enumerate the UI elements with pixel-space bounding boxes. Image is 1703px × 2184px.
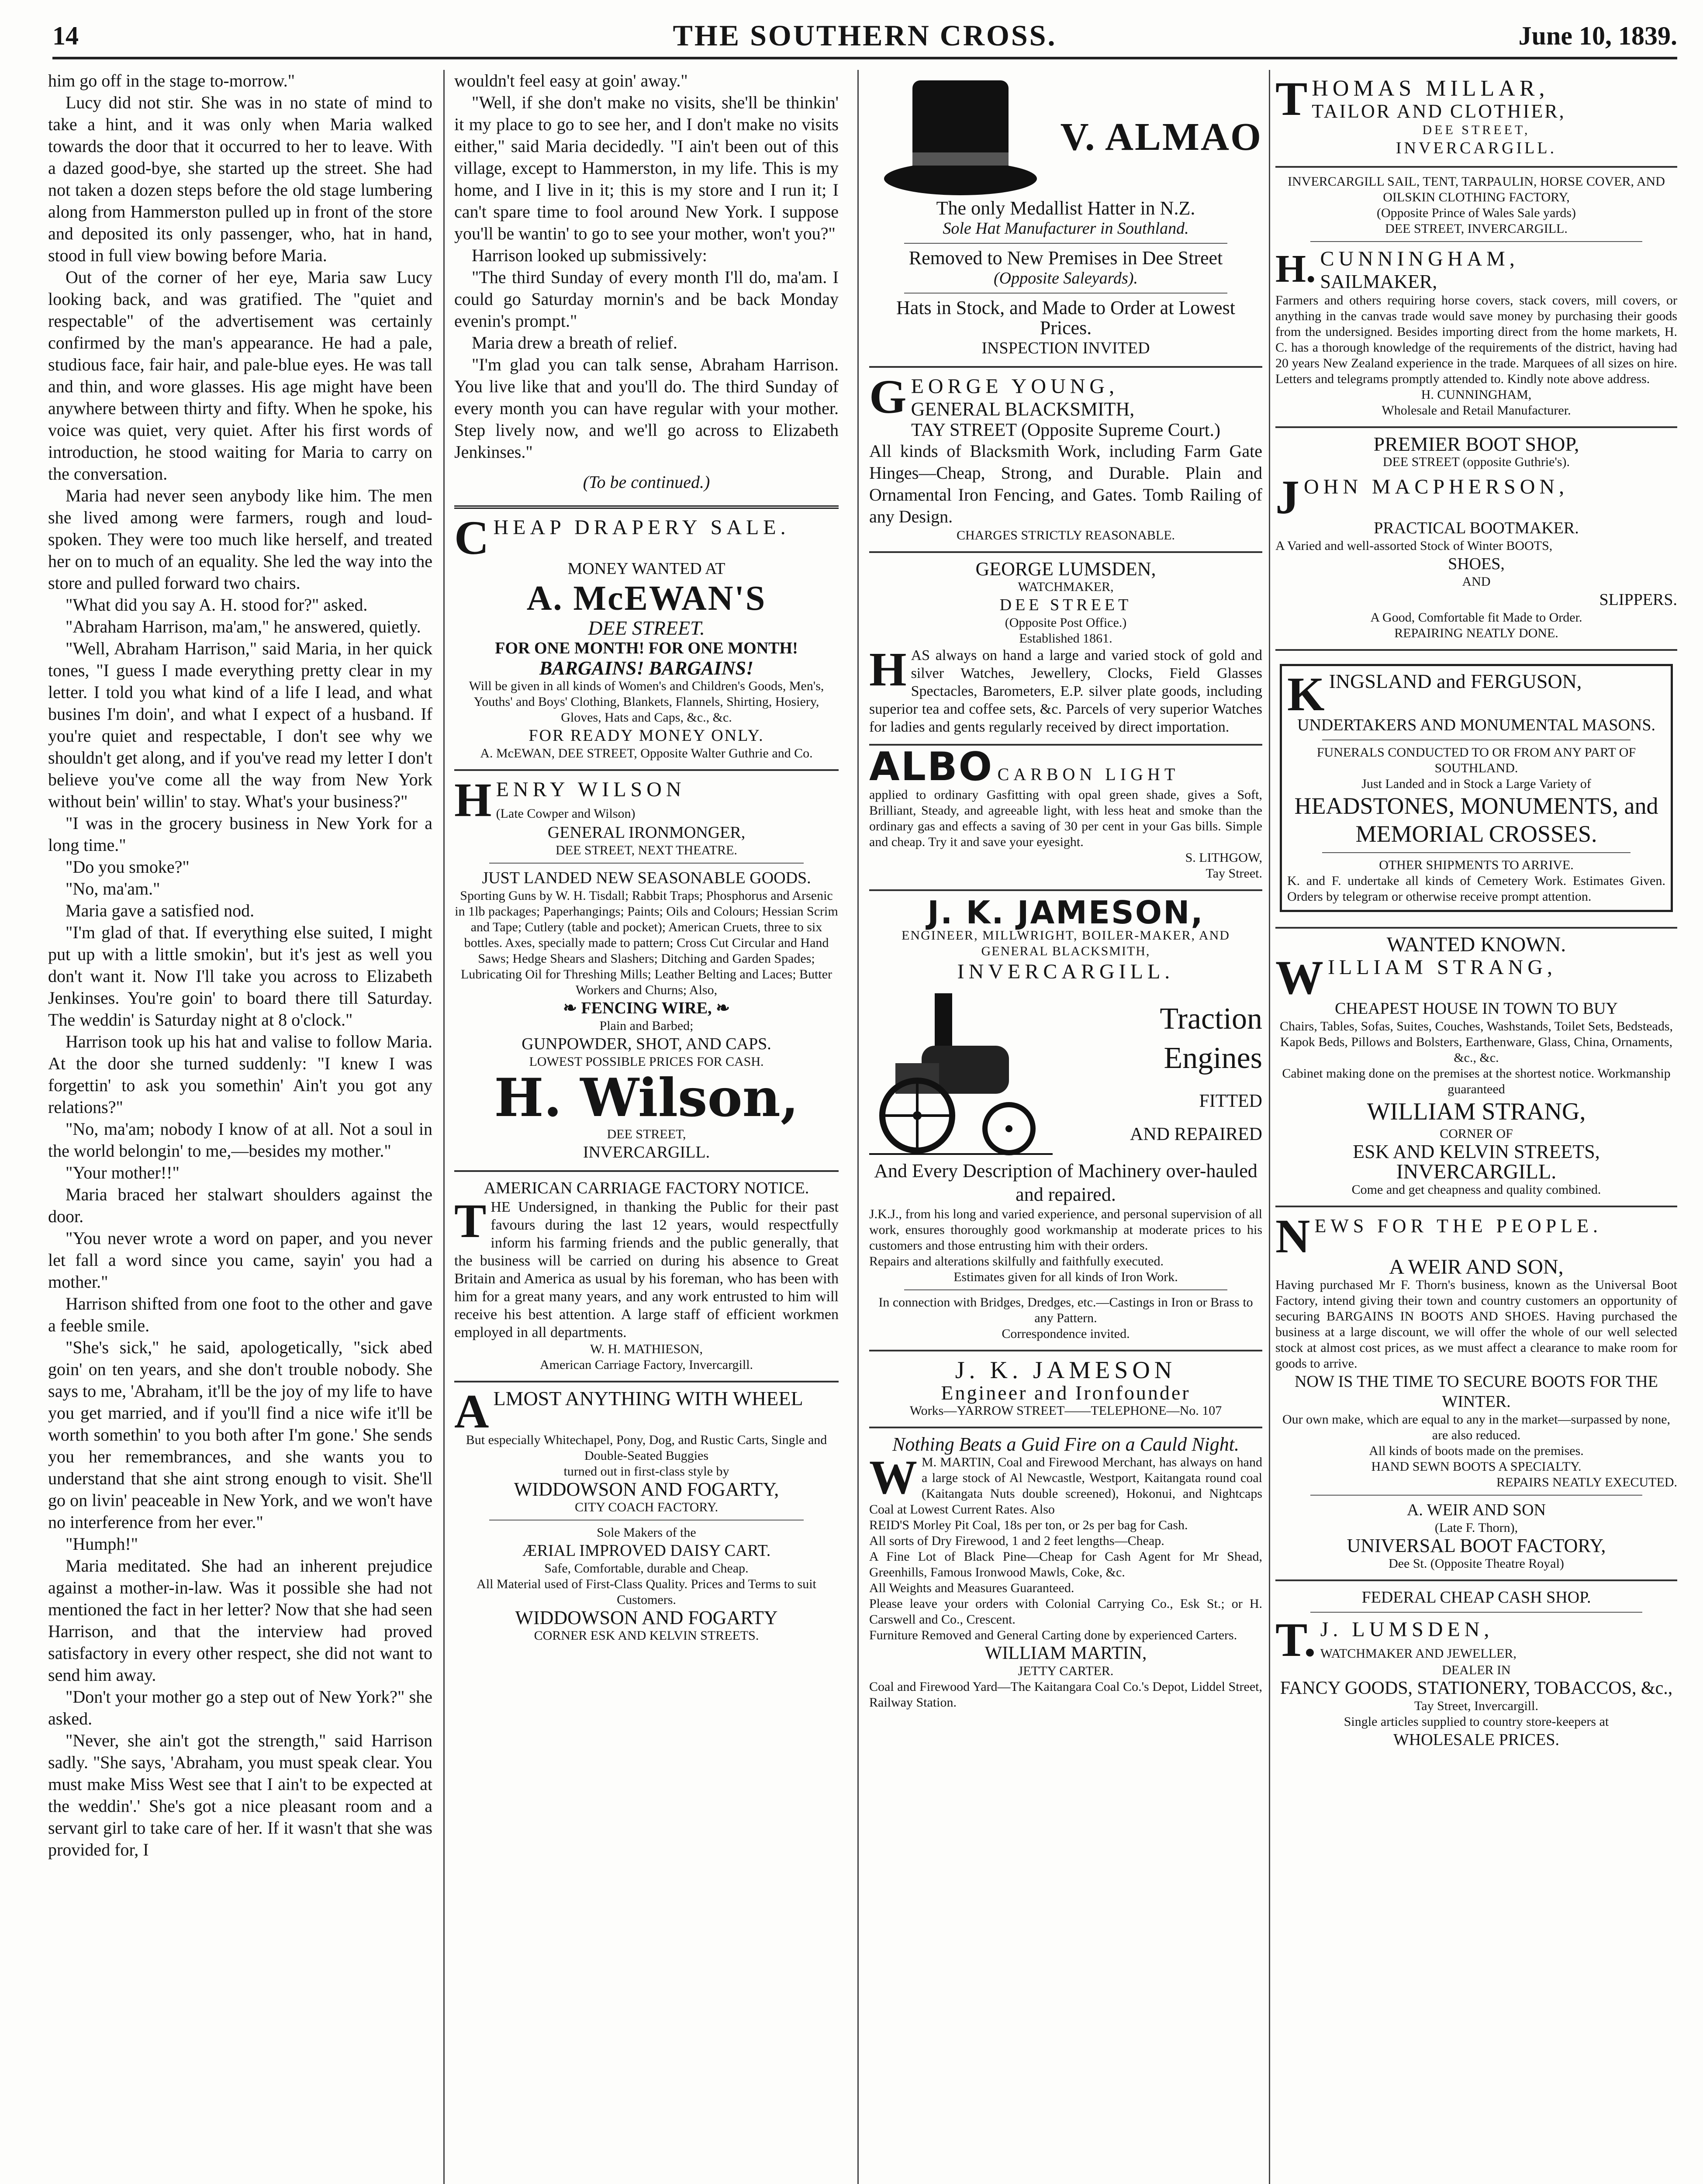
ad-street: DEE STREET, [1422,123,1530,137]
ad-every: And Every Description of Machinery over-hauled and repaired. [874,1160,1257,1205]
ad-signature: W. H. MATHIESON, [590,1342,703,1356]
story-paragraph: "You never wrote a word on paper, and you never let fall a word since you came, sayin' you had a mother." [48,1228,432,1292]
ad-repaired: AND REPAIRED [1130,1124,1262,1144]
ad-estimates: Estimates given for all kinds of Iron Work. [953,1270,1178,1284]
traction-engine-icon [869,985,1053,1159]
ad-tagline: The only Medallist Hatter in N.Z. [936,197,1195,219]
ad-body: applied to ordinary Gasfitting with opal green shade, gives a Soft, Brilliant, Steady, and agreeable light, with less heat and smoke than the ordinary gas and effects a saving of 30 per cent in your Gas bills. Simple and cheap. Try it and save your eyesight. [869,788,1262,849]
ad-hats: Hats in Stock, and Made to Order at Lowest Prices. [896,297,1235,339]
ad-daisy: ÆRIAL IMPROVED DAISY CART. [522,1541,771,1560]
story-paragraph: "No, ma'am; nobody I know of at all. Not a soul in the world belongin' to me,—besides my mother." [48,1119,432,1161]
ad-trade: GENERAL IRONMONGER, [547,823,746,842]
ad-widdowson [454,1382,839,1652]
ad-carriage-factory [454,1172,839,1382]
ad-heading: EORGE YOUNG, [911,375,1119,398]
fencing-text: FENCING WIRE, [581,999,712,1017]
divider [904,1289,1227,1290]
story-paragraph: "She's sick," he said, apologetically, "sick abed goin' on ten years, and she don't trouble nobody. She says to me, 'Abraham, it'll be the joy of my life to have you get married, and if you'll find a nice wife it'll be worth somethin' to you both after I'm gone.' She sends you her remembrances, and she wants you to understand that she aint strong enough to visit. She'll go on livin' peaceable in New York, and we won't have no interference from her ever." [48,1337,432,1532]
ad-repair: REPAIRING NEATLY DONE. [1394,626,1558,640]
drop-cap: T [1275,76,1308,122]
ad-town: INVERCARGILL. [1396,1160,1557,1183]
ad-george-young [869,368,1262,553]
drop-cap: H [869,646,907,696]
column-4 [1275,70,1677,2184]
column-3 [869,70,1262,2184]
story-paragraph: "Never, she ain't got the strength," said Harrison sadly. "She says, 'Abraham, you must speak clear. You must make Miss West see that I ain't to be expected at the weddin'.' She's got a nice pleasant room and a servant girl to take care of her. If it wasn't that she was provided for, I [48,1731,432,1859]
ad-address: Coal and Firewood Yard—The Kaitangara Coal Co.'s Depot, Liddel Street, Railway Station. [869,1679,1262,1710]
drop-cap: T. [1275,1617,1316,1662]
story-paragraph: Harrison looked up submissively: [472,245,707,265]
ad-heading: AMERICAN CARRIAGE FACTORY NOTICE. [484,1179,809,1197]
column-2 [454,70,839,2184]
ad-address: TAY STREET (Opposite Supreme Court.) [911,420,1220,440]
ad-sole: Sole Hat Manufacturer in Southland. [943,219,1189,238]
ad-pine: A Fine Lot of Black Pine—Cheap for Cash Agent for Mr Shead, Greenhills, Famous Ironwood Mawls, Coke, &c. [869,1549,1262,1579]
story-paragraph: "Well, Abraham Harrison," said Maria, in her quick tones, "I guess I made everything pretty clear in my letter. I told you what kind of a life I lead, and what busines I'm doin', and what I expect of a husband. If you're quiet and respectable, I don't see why we shouldn't get along, and if you've read my letter I don't believe you've come all the way from New York without bein' willin' to stay. What's your business?" [48,639,432,811]
ad-body: HE Undersigned, in thanking the Public for their past favours during the last 12 years, would respectfully inform his farming friends and the public generally, that the business will be carried on during his absence to Great Britain and America as usual by his foreman, who has been with him for a great many years, and any work entrusted to him will receive his best attention. A large staff of efficient workmen employed in all departments. [454,1199,839,1341]
ad-mcewan [454,509,839,771]
ad-body: Will be given in all kinds of Women's and Children's Goods, Men's, Youths' and Boys' Clothing, Blankets, Flannels, Shirting, Hosiery, Gloves, Hats and Caps, &c., &c. [469,679,824,725]
ad-heading: INGSLAND and FERGUSON, [1329,671,1582,692]
ad-landed: JUST LANDED NEW SEASONABLE GOODS. [482,869,811,887]
ad-material: All Material used of First-Class Quality. Prices and Terms to suit Customers. [477,1577,816,1607]
ad-street: DEE STREET, [607,1127,686,1141]
ad-title: CARBON LIGHT [997,764,1180,784]
story-paragraph: "I'm glad you can talk sense, Abraham Harrison. You live like that and you'll do. The third Sunday of every month you can have regular with your mother. Step lively now, and we'll go across to Elizabeth Jenkinses." [454,355,839,462]
ad-heading: ENRY WILSON [496,778,686,801]
ad-premier-boot [1275,428,1677,651]
ad-line: BARGAINS! BARGAINS! [539,657,754,679]
divider [489,863,804,864]
ad-name-2: WIDDOWSON AND FOGARTY [515,1607,778,1628]
ad-reids: REID'S Morley Pit Coal, 18s per ton, or 2s per bag for Cash. [869,1518,1188,1532]
ad-bridges: In connection with Bridges, Dredges, etc.—Castings in Iron or Brass to any Pattern. [878,1295,1253,1325]
ad-firewood: All sorts of Dry Firewood, 1 and 2 feet lengths—Cheap. [869,1534,1164,1548]
ad-body: J.K.J., from his long and varied experience, and personal supervision of all work, ensures thoroughly good workmanship at moderate prices to his customers and those entrusting him with their orders. [869,1207,1262,1253]
story-paragraph: Harrison shifted from one foot to the other and gave a feeble smile. [48,1294,432,1335]
ad-signature: A. McEWAN, DEE STREET, Opposite Walter Guthrie and Co. [480,746,813,760]
ad-t-lumsden [1275,1581,1677,1758]
story-paragraph: "No, ma'am." [66,879,160,898]
ad-terms: FOR READY MONEY ONLY. [529,726,764,745]
ad-other: OTHER SHIPMENTS TO ARRIVE. [1379,858,1574,872]
serial-story-continued [454,70,839,492]
drop-cap: G [869,374,907,420]
story-paragraph: Maria meditated. She had an inherent prejudice against a mother-in-law. Was it possible she had not mentioned the fact in her letter? Now that she had seen Harrison, and that the interview had proved satisfactory in every other respect, she did not want to send him away. [48,1556,432,1685]
story-paragraph: Maria braced her stalwart shoulders against the door. [48,1185,432,1226]
ad-opposite: (Opposite Saleyards). [994,269,1138,287]
ad-heading: LMOST ANYTHING WITH WHEEL [493,1389,803,1410]
ad-name: PREMIER BOOT SHOP, [1373,433,1579,455]
story-paragraph: "I'm glad of that. If everything else suited, I might put up with a little smokin', but it's jest as well you don't want it. Now I'll take you across to Elizabeth Jenkinses. You're goin' to board there till Saturday. The weddin' is Saturday night at 8 o'clock." [48,923,432,1030]
ad-name: ALBO [869,744,994,790]
ad-street: DEE STREET, INVERCARGILL. [1385,221,1568,236]
ad-charges: CHARGES STRICTLY REASONABLE. [956,528,1175,543]
ad-body: K. and F. undertake all kinds of Cemetery Work. Estimates Given. Orders by telegram or otherwise receive prompt attention. [1287,874,1665,904]
ad-body: Sporting Guns by W. H. Tisdall; Rabbit Traps; Phosphorus and Arsenic in 1lb packages; Paperhangings; Paints; Oils and Colours; Hessian Scrim and Tape; Cutlery (table and pocket); American Cruets, three to six bottles. Axes, specially made to pattern; Cross Cut Circular and Hand Saws; Hedge Shears and Slashers; Ditching and Garden Spades; Lubricating Oil for Threshing Mills; Leather Belting and Laces; Butter Workers and Churns; Also, [455,888,838,997]
drop-cap: T [454,1198,487,1248]
divider [1322,852,1630,853]
ad-henry-wilson [454,771,839,1172]
ad-slippers: SLIPPERS. [1599,591,1677,609]
ad-name: J. K. JAMESON, [927,894,1204,931]
ad-items: Chairs, Tables, Sofas, Suites, Couches, Washstands, Toilet Sets, Bedsteads, Kapok Beds, Pillows and Bolsters, Earthenware, Glass, China, Ornaments, &c., &c. [1280,1019,1673,1065]
ad-body: But especially Whitechapel, Pony, Dog, and Rustic Carts, Single and Double-Seated Buggies [466,1433,827,1463]
ad-title: Nothing Beats a Guid Fire on a Cauld Night. [892,1434,1240,1455]
ad-signature: S. LITHGOW, [1185,850,1262,865]
ad-fencing: ❧ FENCING WIRE, ❧ [563,999,730,1017]
ad-address: Dee St. (Opposite Theatre Royal) [1389,1556,1564,1571]
ad-street: DEE STREET [999,596,1132,614]
ad-repairs: Repairs and alterations skilfully and faithfully executed. [869,1254,1164,1268]
drop-cap: C [454,515,489,559]
ad-heading: CUNNINGHAM, [1320,247,1519,270]
ad-orders: Please leave your orders with Colonial Carrying Co., Esk St.; or H. Carswell and Co., Crescent. [869,1597,1262,1627]
ad-name: V. ALMAO [1060,115,1262,159]
masthead [52,17,1677,59]
ad-signature-2: American Carriage Factory, Invercargill. [539,1358,753,1372]
ad-traction: Traction [1160,1002,1262,1036]
to-be-continued: (To be continued.) [583,472,710,492]
story-paragraph: "Do you smoke?" [66,857,190,877]
ad-works: Works—YARROW STREET——TELEPHONE—No. 107 [909,1403,1222,1418]
divider [1310,1495,1642,1496]
story-paragraph: Maria had never seen anybody like him. The men she lived among were farmers, rough and loud-spoken. They were too much like herself, and treated her on to much of an equality. She led the way into the store and pulled forward two chairs. [48,486,432,593]
ad-town: INVERCARGILL. [583,1143,710,1161]
ad-town: INVERCARGILL. [957,960,1174,983]
ad-address: Tay Street, Invercargill. [1414,1699,1538,1713]
ad-and: AND [1462,574,1491,589]
ad-established: Established 1861. [1019,631,1112,646]
column-rule [1269,70,1270,2184]
ad-big-name: H. Wilson, [494,1067,799,1129]
ad-signature: H. CUNNINGHAM, [1421,387,1532,402]
ad-trade: Engineer and Ironfounder [941,1382,1191,1404]
ad-kingsland [1275,651,1677,929]
ad-federal: FEDERAL CHEAP CASH SHOP. [1361,1588,1591,1607]
ad-heading: HOMAS MILLAR, [1312,76,1549,101]
ad-heading: EWS FOR THE PEOPLE. [1314,1215,1603,1237]
ad-wanted-known [1275,929,1677,1207]
ad-heading: WANTED KNOWN. [1386,933,1566,956]
drop-cap: W [1275,955,1323,999]
ad-head: INVERCARGILL SAIL, TENT, TARPAULIN, HORSE COVER, AND OILSKIN CLOTHING FACTORY, [1288,174,1665,204]
ad-signature-2: Wholesale and Retail Manufacturer. [1382,403,1571,418]
divider [489,1520,804,1521]
ad-name: GEORGE LUMSDEN, [975,558,1156,580]
ad-trade: SAILMAKER, [1320,271,1437,292]
divider [904,243,1227,244]
ad-william-martin [869,1428,1262,1718]
ad-opposite: (Opposite Prince of Wales Sale yards) [1376,206,1576,220]
ad-factory: CITY COACH FACTORY. [574,1500,719,1514]
ad-now: NOW IS THE TIME TO SECURE BOOTS FOR THE WINTER. [1295,1372,1658,1411]
story-paragraph: Out of the corner of her eye, Maria saw Lucy looking back, and was gratified. The "quiet and respectable" of the advertisement was certainly confirmed by the man's appearance. He had a pale, studious face, fair hair, and pale-blue eyes. He was tall and thin, and wore glasses. His age might have been anywhere between thirty and fifty. When he spoke, his voice was quiet, very quiet. After his first words of introduction, he stood waiting for Maria to carry on the conversation. [48,267,432,484]
ad-body: Having purchased Mr F. Thorn's business, known as the Universal Boot Factory, intend giving their town and country customers an opportunity of securing BARGAINS IN BOOTS AND SHOES. Having purchased the business at a large discount, we will offer the whole of our well selected stock at almost cost prices, as we must affect a clearance to make room for goods to arrive. [1275,1278,1677,1371]
ad-fitted: FITTED [1199,1091,1262,1111]
story-paragraph: him go off in the stage to-morrow." [48,71,295,90]
drop-cap: J [1275,474,1299,518]
ad-funerals: FUNERALS CONDUCTED TO OR FROM ANY PART OF SOUTHLAND. [1316,745,1636,775]
ad-hand: HAND SEWN BOOTS A SPECIALTY. [1371,1459,1582,1474]
ad-furniture: Furniture Removed and General Carting done by experienced Carters. [869,1628,1237,1642]
ad-powder: GUNPOWDER, SHOT, AND CAPS. [522,1035,771,1053]
ad-streets: ESK AND KELVIN STREETS, [1353,1141,1600,1162]
story-paragraph: wouldn't feel easy at goin' away." [454,71,688,90]
ad-landed: Just Landed and in Stock a Large Variety of [1361,777,1591,791]
serial-story [48,70,432,2184]
ad-street: DEE STREET. [588,617,705,639]
ad-sub: (Late Cowper and Wilson) [496,806,636,821]
story-paragraph: "I was in the grocery business in New York for a long time." [48,813,432,855]
ad-cabinet: Cabinet making done on the premises at the shortest notice. Workmanship guaranteed [1282,1066,1671,1096]
story-paragraph: Lucy did not stir. She was in no state of mind to take a hint, and it was only when Maria walked towards the door that it occurred to her to leave. With a dazed good-bye, she started up the street. She had not taken a dozen steps before the old stage lumbering along from Hammerston pulled up in front of the store and deposited its only passenger, who, hat in hand, stood in full view bowing before Maria. [48,93,432,265]
ad-plain: Plain and Barbed; [599,1019,694,1033]
drop-cap: A [454,1389,489,1432]
ad-heading: OHN MACPHERSON, [1304,475,1569,498]
ad-jameson-ironfounder [869,1351,1262,1428]
ad-shoes: SHOES, [1448,555,1505,573]
ad-late: (Late F. Thorn), [1434,1521,1518,1535]
divider [904,293,1227,294]
ad-line: FOR ONE MONTH! FOR ONE MONTH! [495,639,798,657]
ad-single: Single articles supplied to country store-keepers at [1344,1714,1609,1729]
story-paragraph: "Abraham Harrison, ma'am," he answered, quietly. [66,617,421,636]
ad-name: A WEIR AND SON, [1389,1255,1564,1279]
ad-repairs: REPAIRS NEATLY EXECUTED. [1496,1475,1677,1489]
ad-prices: LOWEST POSSIBLE PRICES FOR CASH. [529,1054,764,1069]
ad-removed: Removed to New Premises in Dee Street [908,247,1223,269]
issue-date: June 10, 1839. [1518,21,1677,50]
ad-thomas-millar [1275,70,1677,168]
ad-sub: MONEY WANTED AT [567,560,725,578]
ad-body: All kinds of Blacksmith Work, including Farm Gate Hinges—Cheap, Strong, and Durable. Plain and Ornamental Iron Fencing, and Gates. Tomb Railing of any Design. [869,441,1262,526]
ad-heading: J. LUMSDEN, [1320,1618,1494,1641]
ad-safe: Safe, Comfortable, durable and Cheap. [544,1561,749,1576]
story-paragraph: "Your mother!!" [66,1163,180,1182]
ad-cunningham [1275,168,1677,428]
ad-dealer: DEALER IN [1442,1663,1511,1677]
ad-signature: A. WEIR AND SON [1406,1501,1546,1519]
ad-body: M. MARTIN, Coal and Firewood Merchant, has always on hand a large stock of Al Newcastle, Westport, Kaitangata round coal (Kaitangata Nuts double screened), Hokonui, and Nightcaps Coal at Lowest Current Rates. Also [869,1455,1262,1517]
story-paragraph: Harrison took up his hat and valise to follow Maria. At the door she turned suddenly: "I knew I was forgettin' to ask you somethin' Ain't you got any relations?" [48,1032,432,1117]
ad-makers: Sole Makers of the [597,1525,696,1540]
ad-come: Come and get cheapness and quality combined. [1351,1182,1601,1197]
ad-wholesale: WHOLESALE PRICES. [1393,1731,1559,1749]
ad-albo [869,746,1262,891]
ad-own: Our own make, which are equal to any in the market—surpassed by none, are also reduced. [1282,1412,1671,1442]
ad-trade: PRACTICAL BOOTMAKER. [1374,519,1579,537]
ad-jameson [869,891,1262,1351]
story-paragraph: "The third Sunday of every month I'll do, ma'am. I could go Saturday mornin's and be back Monday evenin's prompt." [454,267,839,331]
ad-jetty: JETTY CARTER. [1018,1664,1114,1678]
top-hat-icon [882,76,1039,198]
ad-all: All kinds of boots made on the premises. [1369,1444,1584,1458]
ad-correspondence: Correspondence invited. [1002,1327,1130,1341]
story-paragraph: Maria gave a satisfied nod. [66,901,255,920]
ad-name: A. McEWAN'S [526,579,767,618]
ad-body: AS always on hand a large and varied stock of gold and silver Watches, Jewellery, Clocks, Field Glasses Spectacles, Barometers, E.P. silver plate goods, including superior tea and coffee sets, &c. Parcels of very superior Watches for ladies and gents regularly received by direct importation. [869,647,1262,735]
ad-name: ILLIAM STRANG, [1328,956,1557,979]
ad-headstones: HEADSTONES, MONUMENTS, and MEMORIAL CROSSES. [1294,793,1658,847]
ad-signature-2: Tay Street. [1206,866,1262,881]
ad-trade: ENGINEER, MILLWRIGHT, BOILER-MAKER, AND GENERAL BLACKSMITH, [902,928,1230,958]
newspaper-title: THE SOUTHERN CROSS. [673,19,1057,52]
divider [1310,241,1642,242]
page-number: 14 [52,21,79,50]
ad-opposite: (Opposite Post Office.) [1005,615,1127,630]
ad-address: DEE STREET, NEXT THEATRE. [556,843,737,857]
ad-corner: CORNER OF [1440,1127,1513,1141]
drop-cap: W [869,1455,917,1504]
story-paragraph: "What did you say A. H. stood for?" asked. [66,595,368,615]
ad-name: J. K. JAMESON [955,1357,1177,1384]
drop-cap: N [1275,1213,1310,1257]
ad-george-lumsden [869,553,1262,746]
drop-cap: K [1287,671,1325,715]
ad-body: A Varied and well-assorted Stock of Winter BOOTS, [1275,539,1553,553]
ad-trade: GENERAL BLACKSMITH, [911,398,1135,420]
ad-inspection: INSPECTION INVITED [981,339,1150,357]
ad-weights: All Weights and Measures Guaranteed. [869,1581,1074,1595]
story-paragraph: "Humph!" [66,1534,138,1554]
drop-cap: H. [1275,247,1316,290]
column-rule [857,70,859,2184]
column-rule [443,70,445,2184]
ad-cheap: CHEAPEST HOUSE IN TOWN TO BUY [1335,999,1618,1018]
ad-signature: WILLIAM STRANG, [1367,1098,1586,1125]
ad-almao [869,70,1262,368]
story-paragraph: "Well, if she don't make no visits, she'll be thinkin' it my place to go to see her, and I don't make no visits either," said Maria decidedly. "I ain't been out of this village, except to Hammerston, in my life. This is my home, and I live in it; this is my store and I run it; I can't spare time to fool around New York. I suppose you'll be wantin' to go to see your mother, won't you?" [454,93,839,243]
ad-trade: UNDERTAKERS AND MONUMENTAL MASONS. [1297,716,1655,734]
ad-address: DEE STREET (opposite Guthrie's). [1382,455,1570,469]
ad-name: WIDDOWSON AND FOGARTY, [514,1479,779,1500]
ad-body: Farmers and others requiring horse covers, stack covers, mill covers, or anything in the canvas trade would save money by purchasing their goods from the undersigned. Besides importing direct from the home markets, H. C. has a thorough knowledge of the requirements of the district, having had 20 years New Zealand experience in the trade. Marquees of all sizes on hire. Letters and telegrams promptly attended to. Kindly note above address. [1275,293,1677,386]
ad-heading: HEAP DRAPERY SALE. [493,516,790,539]
divider [454,505,839,509]
ad-factory: UNIVERSAL BOOT FACTORY, [1347,1535,1606,1556]
ad-good: A Good, Comfortable fit Made to Order. [1370,610,1582,625]
divider [1310,1612,1642,1613]
ad-corner: CORNER ESK AND KELVIN STREETS. [534,1628,759,1643]
ad-town: INVERCARGILL. [1396,139,1557,157]
drop-cap: H [454,777,492,822]
ad-turned: turned out in first-class style by [563,1464,729,1479]
ad-engines: Engines [1164,1041,1262,1075]
story-paragraph: "Don't your mother go a step out of New York?" she asked. [48,1687,432,1728]
ad-signature: WILLIAM MARTIN, [984,1643,1147,1663]
ad-trade: WATCHMAKER, [1018,580,1114,594]
story-paragraph: Maria drew a breath of relief. [472,333,677,352]
ad-trade: TAILOR AND CLOTHIER, [1312,100,1566,122]
ad-weir [1275,1207,1677,1581]
ad-goods: FANCY GOODS, STATIONERY, TOBACCOS, &c., [1280,1678,1673,1698]
ad-trade: WATCHMAKER AND JEWELLER, [1320,1646,1516,1661]
